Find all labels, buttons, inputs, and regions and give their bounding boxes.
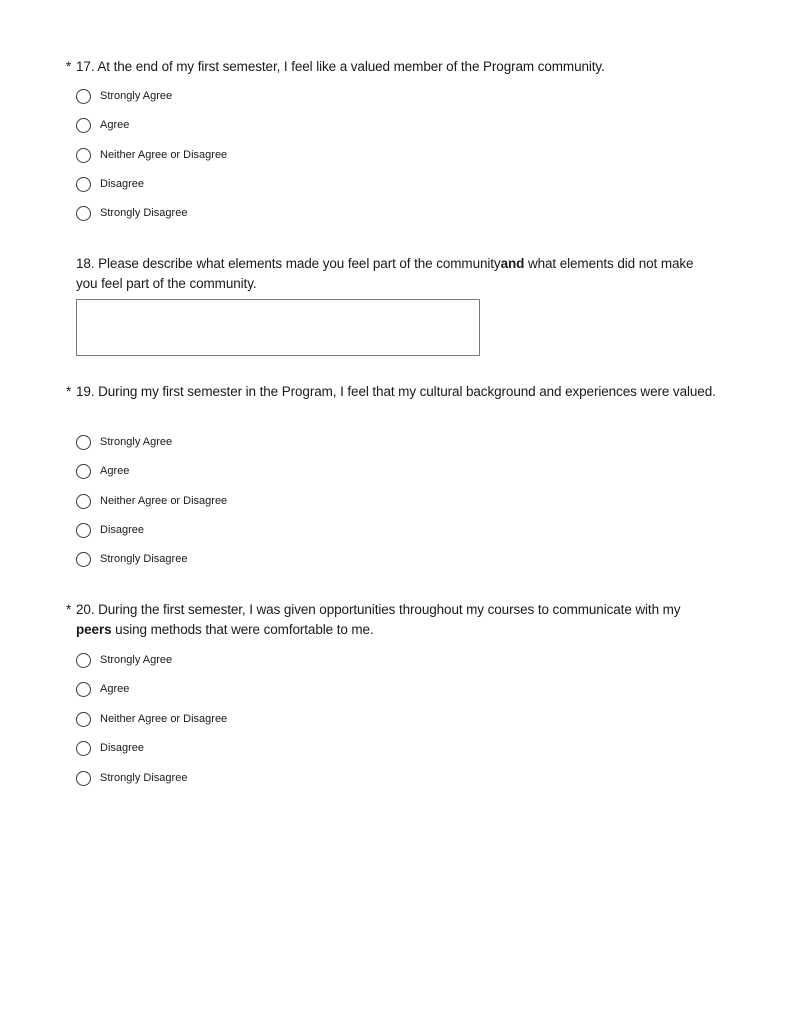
- option-label: Disagree: [100, 742, 145, 754]
- radio-button[interactable]: [76, 771, 91, 786]
- q19-option-strongly-disagree[interactable]: [76, 550, 376, 568]
- question-17-text: 17. At the end of my first semester, I feel like a valued member of the Program community.: [76, 59, 605, 74]
- q17-option-neither[interactable]: [76, 146, 376, 164]
- radio-button[interactable]: [76, 435, 91, 450]
- question-19-text: 19. During my first semester in the Program, I feel that my cultural background and experiences were valued.: [76, 384, 716, 399]
- question-19-title: [66, 382, 716, 402]
- radio-button[interactable]: [76, 177, 91, 192]
- radio-button[interactable]: [76, 741, 91, 756]
- option-label: Strongly Disagree: [100, 772, 188, 784]
- required-marker: *: [66, 602, 72, 617]
- radio-button[interactable]: [76, 712, 91, 727]
- q19-option-strongly-agree[interactable]: [76, 433, 376, 451]
- question-20-text-part1: 20. During the first semester, I was given opportunities throughout my courses to communicate with my: [76, 602, 681, 617]
- question-20-text-part2: using methods that were comfortable to me.: [111, 622, 374, 637]
- question-20-title: [66, 600, 716, 640]
- radio-button[interactable]: [76, 682, 91, 697]
- q17-option-disagree[interactable]: [76, 175, 376, 193]
- option-label: Agree: [100, 119, 130, 131]
- option-label: Strongly Agree: [100, 654, 173, 666]
- option-label: Neither Agree or Disagree: [100, 495, 228, 507]
- q20-option-strongly-agree[interactable]: [76, 651, 376, 669]
- q19-option-neither[interactable]: [76, 492, 376, 510]
- q20-option-disagree[interactable]: [76, 739, 376, 757]
- question-18-title: [76, 254, 716, 294]
- required-marker: *: [66, 59, 72, 74]
- radio-button[interactable]: [76, 464, 91, 479]
- radio-button[interactable]: [76, 653, 91, 668]
- question-18-answer-textbox[interactable]: [76, 299, 480, 356]
- q17-option-strongly-agree[interactable]: [76, 87, 376, 105]
- required-marker: *: [66, 384, 72, 399]
- question-18-text-bold: and: [500, 256, 525, 271]
- radio-button[interactable]: [76, 148, 91, 163]
- radio-button[interactable]: [76, 89, 91, 104]
- option-label: Disagree: [100, 178, 145, 190]
- q20-option-neither[interactable]: [76, 710, 376, 728]
- option-label: Neither Agree or Disagree: [100, 149, 228, 161]
- radio-button[interactable]: [76, 118, 91, 133]
- option-label: Strongly Agree: [100, 90, 173, 102]
- q20-option-agree[interactable]: [76, 680, 376, 698]
- option-label: Disagree: [100, 524, 145, 536]
- option-label: Strongly Disagree: [100, 553, 188, 565]
- q19-option-agree[interactable]: [76, 462, 376, 480]
- option-label: Agree: [100, 683, 130, 695]
- q17-option-strongly-disagree[interactable]: [76, 204, 376, 222]
- option-label: Strongly Disagree: [100, 207, 188, 219]
- q20-option-strongly-disagree[interactable]: [76, 769, 376, 787]
- question-20-text-bold: peers: [76, 622, 112, 637]
- option-label: Agree: [100, 465, 130, 477]
- option-label: Strongly Agree: [100, 436, 173, 448]
- radio-button[interactable]: [76, 552, 91, 567]
- radio-button[interactable]: [76, 494, 91, 509]
- option-label: Neither Agree or Disagree: [100, 713, 228, 725]
- q17-option-agree[interactable]: [76, 116, 376, 134]
- question-18-text-part2: what elements did not make you feel part of the community.: [76, 256, 694, 291]
- radio-button[interactable]: [76, 206, 91, 221]
- question-17-title: [66, 57, 716, 77]
- question-18-text-part1: 18. Please describe what elements made you feel part of the community: [76, 256, 501, 271]
- q19-option-disagree[interactable]: [76, 521, 376, 539]
- radio-button[interactable]: [76, 523, 91, 538]
